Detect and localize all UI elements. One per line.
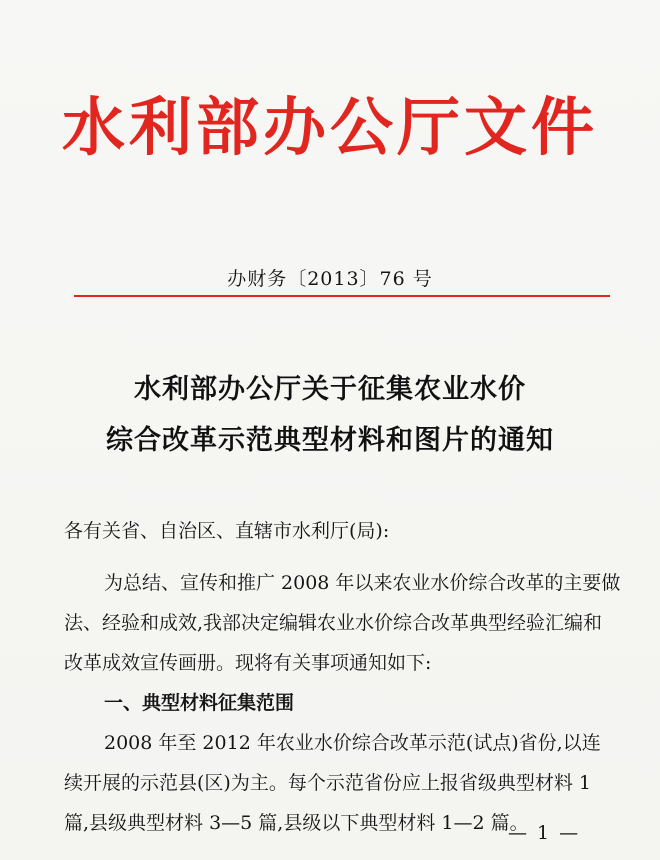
paragraph-2-line-1: 2008 年至 2012 年农业水价综合改革示范(试点)省份,以连: [104, 732, 601, 754]
paragraph-2-line-2: 续开展的示范县(区)为主。每个示范省份应上报省级典型材料 1: [64, 772, 591, 794]
document-number: 办财务〔2013〕76 号: [227, 268, 433, 290]
page-number: — 1 —: [508, 822, 581, 844]
paragraph-1-line-3: 改革成效宣传画册。现将有关事项通知如下:: [64, 652, 432, 674]
salutation: 各有关省、自治区、直辖市水利厅(局):: [64, 520, 390, 542]
section-1-heading: 一、典型材料征集范围: [104, 692, 295, 714]
document-header-title: 水利部办公厅文件: [62, 90, 598, 164]
notice-title-line-1: 水利部办公厅关于征集农业水价: [134, 374, 526, 405]
notice-title-line-2: 综合改革示范典型材料和图片的通知: [106, 425, 554, 456]
red-divider-line: [74, 295, 610, 297]
paragraph-1-line-1: 为总结、宣传和推广 2008 年以来农业水价综合改革的主要做: [104, 572, 621, 594]
paragraph-2-line-3: 篇,县级典型材料 3—5 篇,县级以下典型材料 1—2 篇。: [64, 812, 529, 834]
paragraph-1-line-2: 法、经验和成效,我部决定编辑农业水价综合改革典型经验汇编和: [64, 612, 603, 634]
